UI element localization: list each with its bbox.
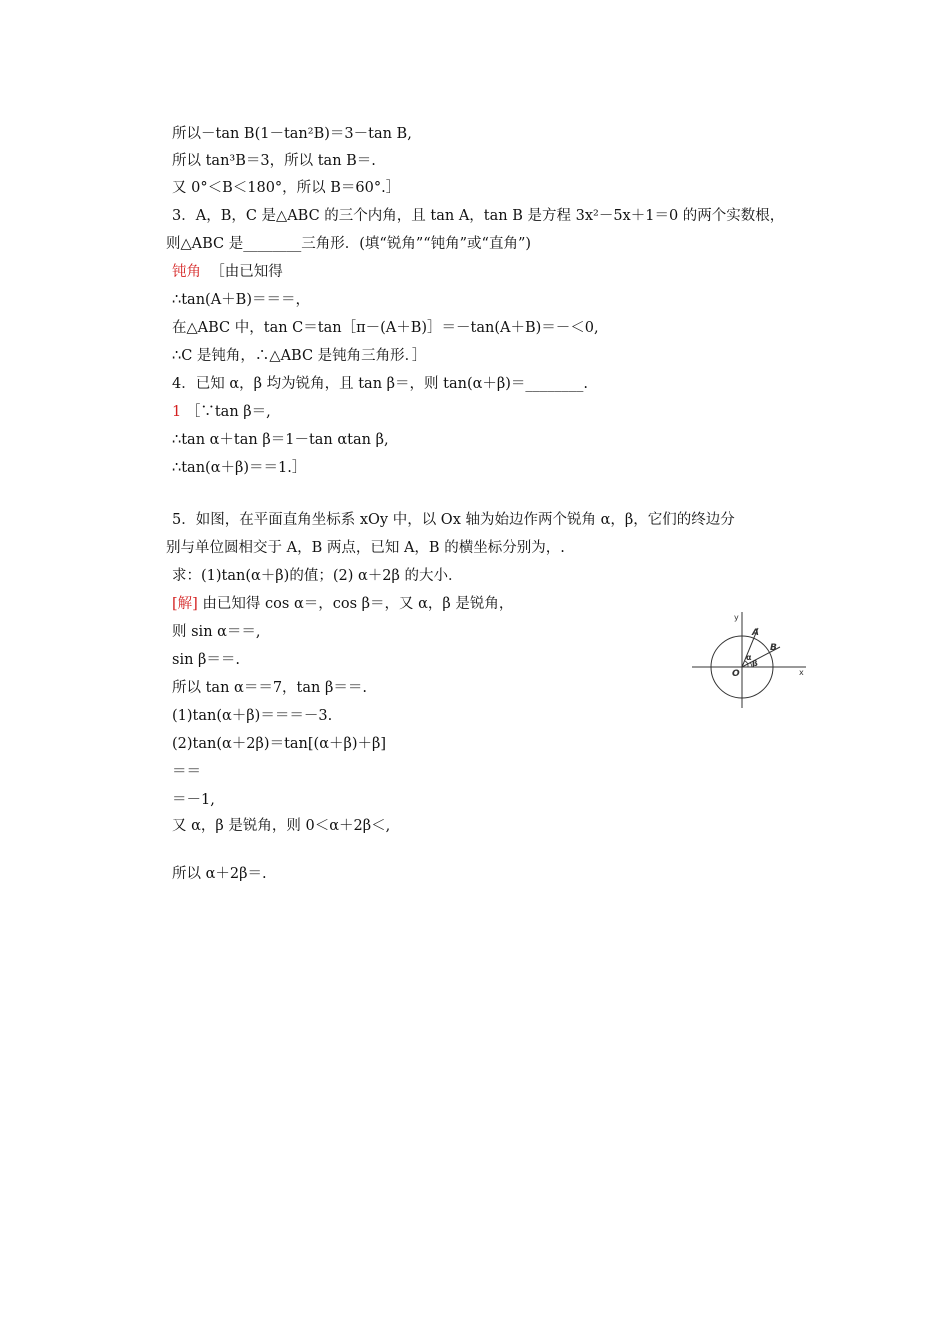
x-axis-label: x	[799, 668, 804, 677]
answer-3-explanation: ［由已知得	[210, 264, 283, 280]
solution-text: 由已知得 cos α＝，cos β＝，又 α，β 是锐角，	[197, 596, 514, 612]
text-line-13: ∴tan(α＋β)＝＝1.］	[172, 460, 307, 476]
question-4: 4．已知 α，β 均为锐角，且 tan β＝，则 tan(α＋β)＝________.	[172, 376, 589, 392]
question-3-line-2: 则△ABC 是________三角形．(填“锐角”“钝角”或“直角”)	[166, 236, 532, 252]
text-line-23: ＝＝	[172, 764, 201, 780]
text-line-21: (1)tan(α＋β)＝＝＝－3.	[172, 708, 333, 724]
text-line-3: 又 0°＜B＜180°，所以 B＝60°.］	[172, 180, 401, 196]
text-line-2: 所以 tan³B＝3，所以 tan B＝.	[172, 153, 376, 169]
point-b-label: B	[770, 643, 777, 653]
text-line-12: ∴tan α＋tan β＝1－tan αtan β,	[172, 432, 389, 448]
text-line-25: 又 α，β 是锐角，则 0＜α＋2β＜,	[172, 818, 391, 834]
alpha-label: α	[746, 653, 752, 662]
answer-4-line	[172, 402, 271, 422]
text-line-20: 所以 tan α＝＝7，tan β＝＝.	[172, 680, 367, 696]
text-line-1: 所以－tan B(1－tan²B)＝3－tan B,	[172, 126, 412, 142]
question-5-line-2: 别与单位圆相交于 A，B 两点，已知 A，B 的横坐标分别为，.	[166, 540, 565, 556]
answer-4: 1	[172, 404, 182, 420]
question-3-line-1: 3．A，B，C 是△ABC 的三个内角，且 tan A，tan B 是方程 3x²－5x＋1＝0 的两个实数根，	[172, 208, 785, 224]
answer-3-line	[172, 262, 283, 282]
answer-4-explanation: ［∵tan β＝,	[185, 404, 271, 420]
point-a-label: A	[752, 628, 759, 638]
solution-line	[172, 594, 513, 614]
text-line-7: ∴tan(A＋B)＝＝＝，	[172, 292, 310, 308]
text-line-26: 所以 α＋2β＝.	[172, 866, 267, 882]
text-line-18: 则 sin α＝＝,	[172, 624, 261, 640]
question-5-line-1: 5．如图，在平面直角坐标系 xOy 中，以 Ox 轴为始边作两个锐角 α，β，它们的终边分	[172, 512, 735, 528]
answer-3: 钝角	[172, 264, 201, 280]
unit-circle-figure	[690, 610, 810, 710]
text-line-9: ∴C 是钝角，∴△ABC 是钝角三角形．］	[172, 348, 427, 364]
question-5-line-3: 求：(1)tan(α＋β)的值；(2) α＋2β 的大小．	[172, 568, 463, 584]
beta-label: β	[752, 659, 758, 668]
origin-label: O	[732, 669, 740, 679]
text-line-19: sin β＝＝.	[172, 652, 241, 668]
text-line-22: (2)tan(α＋2β)＝tan[(α＋β)＋β]	[172, 736, 387, 752]
solution-tag: [解]	[172, 596, 198, 612]
text-line-8: 在△ABC 中，tan C＝tan［π－(A＋B)］＝－tan(A＋B)＝－＜0,	[172, 320, 599, 336]
y-axis-label: y	[734, 613, 739, 622]
text-line-24: ＝－1,	[172, 792, 215, 808]
